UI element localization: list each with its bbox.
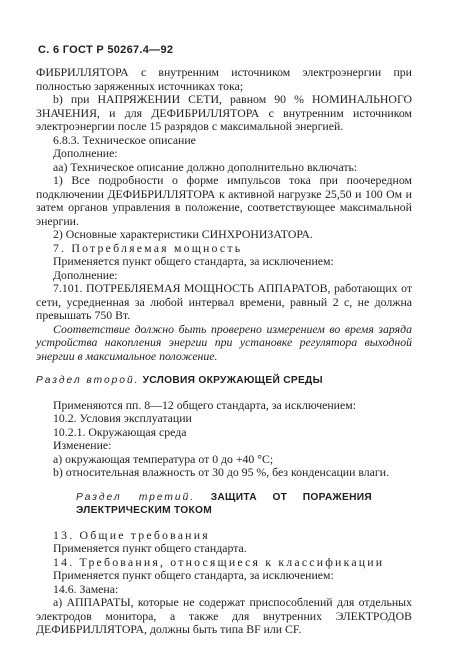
document-body (36, 66, 412, 637)
section-title-text: УСЛОВИЯ ОКРУЖАЮЩЕЙ СРЕДЫ (142, 375, 323, 386)
section-title (36, 374, 412, 388)
paragraph: 10.2. Условия эксплуатации (53, 411, 192, 425)
page-header: С. 6 ГОСТ Р 50267.4—92 (38, 44, 174, 56)
section-heading: 13. Общие требования (53, 527, 210, 542)
paragraph: 2) Основные характеристики СИНХРОНИЗАТОРА. (53, 227, 313, 241)
paragraph: 7.101. ПОТРЕБЛЯЕМАЯ МОЩНОСТЬ АППАРАТОВ, работающих от сети, усредненная за любой интервал времени, равный 2 с, не должна превышать 750 Вт. (36, 281, 412, 322)
paragraph: Применяется пункт общего стандарта. (53, 541, 247, 555)
paragraph: ФИБРИЛЛЯТОРА с внутренним источником электроэнергии при полностью заряженных источниках тока; (36, 65, 412, 93)
section-title-prefix: Раздел третий. (76, 491, 196, 503)
paragraph: Дополнение: (53, 146, 118, 160)
paragraph: Дополнение: (53, 267, 118, 282)
section-title-prefix: Раздел второй. (36, 375, 140, 386)
paragraph: Применяется пункт общего стандарта, за исключением: (53, 254, 334, 268)
section-title (36, 491, 412, 518)
section-heading: 7. Потребляемая мощность (53, 240, 243, 255)
paragraph: 1) Все подробности о форме импульсов тока при поочередном подключении ДЕФИБРИЛЛЯТОРА к активной нагрузке 25,50 и 100 Ом и затем органов управления в положение, соответствующее максимальной энергии. (36, 173, 412, 228)
section-title-text: ЗАЩИТА ОТ ПОРАЖЕНИЯ ЭЛЕКТРИЧЕСКИМ ТОКОМ (76, 491, 372, 516)
paragraph: b) при НАПРЯЖЕНИИ СЕТИ, равном 90 % НОМИНАЛЬНОГО ЗНАЧЕНИЯ, и для ДЕФИБРИЛЛЯТОРА с внутренним источником электроэнергии после 15 разрядов с максимальной энергией. (36, 92, 412, 133)
paragraph: a) окружающая температура от 0 до +40 °С; (53, 451, 274, 466)
paragraph: Изменение: (53, 438, 112, 452)
paragraph: aa) Техническое описание должно дополнительно включать: (53, 159, 358, 174)
paragraph: Соответствие должно быть проверено измерением во время заряда устройства накопления энергии при установке регулятора выходной энергии в максимальное положение. (36, 321, 412, 363)
paragraph: 10.2.1. Окружающая среда (53, 424, 187, 439)
section-heading: 14. Требования, относящиеся к классификации (53, 554, 385, 569)
paragraph: Применяется пункт общего стандарта, за исключением: (53, 568, 334, 582)
paragraph: b) относительная влажность от 30 до 95 %, без конденсации влаги. (53, 465, 390, 479)
paragraph: 14.6. Замена: (53, 581, 119, 596)
section-heading: 6.8.3. Техническое описание (53, 132, 196, 147)
paragraph: a) АППАРАТЫ, которые не содержат приспособлений для отдельных электродов монитора, а также для внутренних ЭЛЕКТРОДОВ ДЕФИБРИЛЛЯТОРА, должны быть типа BF или CF. (36, 595, 412, 636)
paragraph: Применяются пп. 8—12 общего стандарта, за исключением: (53, 397, 356, 412)
